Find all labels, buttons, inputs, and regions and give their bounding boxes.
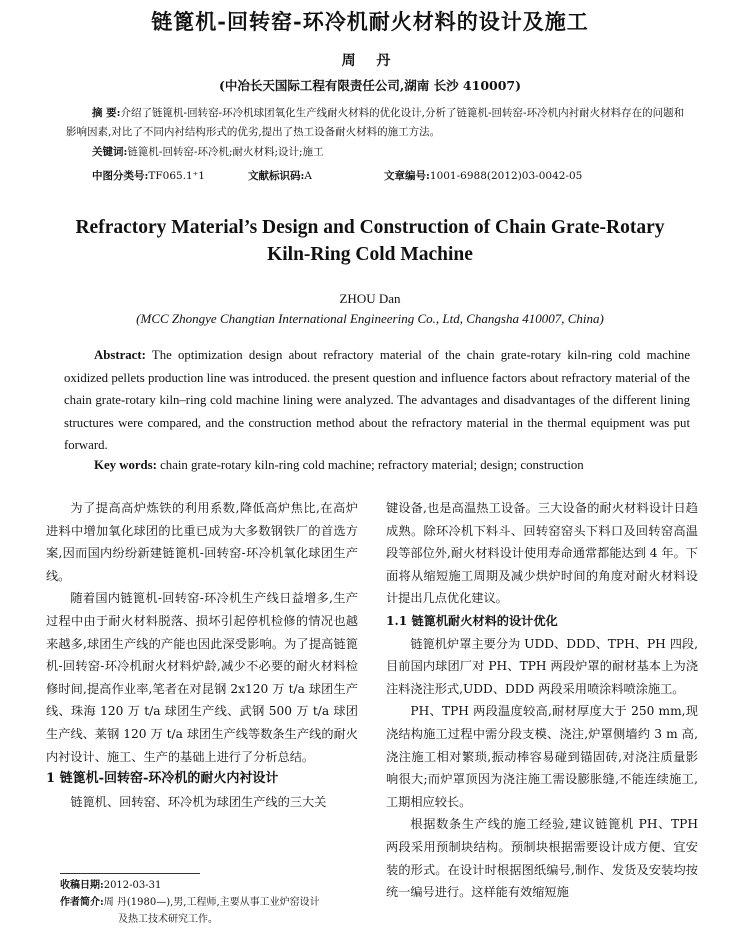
doc-code-value: A [304, 170, 312, 182]
article-number [384, 168, 582, 183]
body-paragraph: PH、TPH 两段温度较高,耐材厚度大于 250 mm,现浇结构施工过程中需分段支模、浇注,炉罩侧墙约 3 m 高,浇注施工相对繁琐,振动棒容易碰到锚固砖,对浇注质量影响很大;而炉罩顶因为浇注施工需设膨胀缝,不能连续施工,工期相应较长。 [386, 704, 698, 809]
body-paragraph: 根据数条生产线的施工经验,建议链篦机 PH、TPH 两段采用预制块结构。预制块根据需要设计成方便、宜安装的形式。在设计时根据图纸编号,制作、发货及安装均按统一编号进行。这样能有效缩短施 [386, 817, 698, 900]
author-name-chinese: 周 丹 [341, 53, 399, 69]
body-paragraph: 随着国内链篦机-回转窑-环冷机生产线日益增多,生产过程中由于耐火材料脱落、损坏引起停机检修的情况也越来越多,球团生产线的产能也因此深受影响。为了提高链篦机-回转窑-环冷机耐火材料炉龄,减少不必要的耐火材料检修时间,提高作业率,笔者在对昆钢 2x120 万 t/a 球团生产线、珠海 120 万 t/a 球团生产线、武钢 500 万 t/a 球团生产线、莱钢 120 万 t/a 球团生产线等数条生产线的耐火内衬设计、施工、生产的基础上进行了分析总结。 [46, 591, 358, 764]
received-date [60, 877, 380, 894]
author-name-english: ZHOU Dan [339, 291, 401, 306]
clc-label: 中图分类号: [92, 170, 149, 182]
doc-code-label: 文献标识码: [248, 170, 305, 182]
keywords-english-text: chain grate-rotary kiln-ring cold machine; refractory material; design; construction [156, 458, 584, 472]
author-bio-line1: 周 丹(1980—),男,工程师,主要从事工业炉窑设计 [103, 897, 320, 908]
body-right-column [386, 497, 698, 904]
section-heading-1: 1 链篦机-回转窑-环冷机的耐火内衬设计 [46, 771, 279, 787]
keywords-chinese [92, 144, 324, 159]
received-date-label: 收稿日期: [60, 880, 104, 891]
keywords-english-label: Key words: [94, 458, 157, 472]
paper-title-english-line2: Kiln-Ring Cold Machine [267, 244, 473, 265]
author-bio [60, 894, 380, 911]
affiliation-english: (MCC Zhongye Changtian International Engineering Co., Ltd, Changsha 410007, China) [136, 311, 604, 326]
abstract-chinese [66, 104, 692, 142]
footnote-divider [60, 873, 200, 874]
section-heading-1-1: 1.1 链篦机耐火材料的设计优化 [386, 613, 558, 628]
paper-title-english [0, 214, 740, 268]
classification-number [92, 168, 205, 183]
abstract-chinese-label: 摘 要: [92, 107, 121, 119]
keywords-english [94, 458, 584, 473]
keywords-chinese-text: 链篦机-回转窑-环冷机;耐火材料;设计;施工 [127, 146, 324, 158]
affiliation-chinese: (中冶长天国际工程有限责任公司,湖南 长沙 410007) [218, 78, 522, 93]
clc-value: TF065.1⁺1 [148, 170, 205, 182]
abstract-chinese-text: 介绍了链篦机-回转窑-环冷机球团氧化生产线耐火材料的优化设计,分析了链篦机-回转窑-环冷机内衬耐火材料存在的问题和影响因素,对比了不同内衬结构形式的优劣,提出了热工设备耐火材料的施工方法。 [66, 107, 685, 138]
body-paragraph: 链篦机、回转窑、环冷机为球团生产线的三大关 [70, 794, 327, 809]
abstract-english-label: Abstract: [94, 348, 146, 362]
footnote [60, 877, 380, 928]
body-paragraph: 链篦机炉罩主要分为 UDD、DDD、TPH、PH 四段,目前国内球团厂对 PH、TPH 两段炉罩的耐材基本上为浇注料浇注形式,UDD、DDD 两段采用喷涂料喷涂施工。 [386, 636, 698, 696]
keywords-chinese-label: 关键词: [92, 146, 128, 158]
abstract-english-text: The optimization design about refractory material of the chain grate-rotary kiln-ring cold machine oxidized pellets production line was introduced. the present question and influence factors about refractory material of the chain grate-rotary kiln–ring cold machine lining were analyzed. The advantages and disadvantages of the different lining structures were compared, and the construction method about the refractory material in the thermal equipment was put forward. [64, 348, 690, 452]
paper-title-english-line1: Refractory Material’s Design and Construction of Chain Grate-Rotary [75, 217, 665, 238]
body-paragraph: 键设备,也是高温热工设备。三大设备的耐火材料设计日趋成熟。除环冷机下料斗、回转窑窑头下料口及回转窑高温段等部位外,耐火材料设计使用寿命通常都能达到 4 年。下面将从缩短施工周期及减少烘炉时间的角度对耐火材料设计提出几点优化建议。 [386, 501, 698, 606]
received-date-value: 2012-03-31 [103, 880, 162, 891]
author-bio-line2: 及热工技术研究工作。 [118, 914, 218, 925]
article-number-value: 1001-6988(2012)03-0042-05 [429, 170, 583, 182]
document-code [248, 168, 312, 183]
body-paragraph: 为了提高高炉炼铁的利用系数,降低高炉焦比,在高炉进料中增加氧化球团的比重已成为大多数钢铁厂的首选方案,因而国内纷纷新建链篦机-回转窑-环冷机氧化球团生产线。 [46, 501, 358, 583]
author-bio-label: 作者简介: [60, 897, 104, 908]
abstract-english [64, 344, 690, 457]
article-number-label: 文章编号: [384, 170, 430, 182]
paper-title-chinese: 链篦机-回转窑-环冷机耐火材料的设计及施工 [151, 9, 589, 34]
body-left-column [46, 497, 358, 813]
